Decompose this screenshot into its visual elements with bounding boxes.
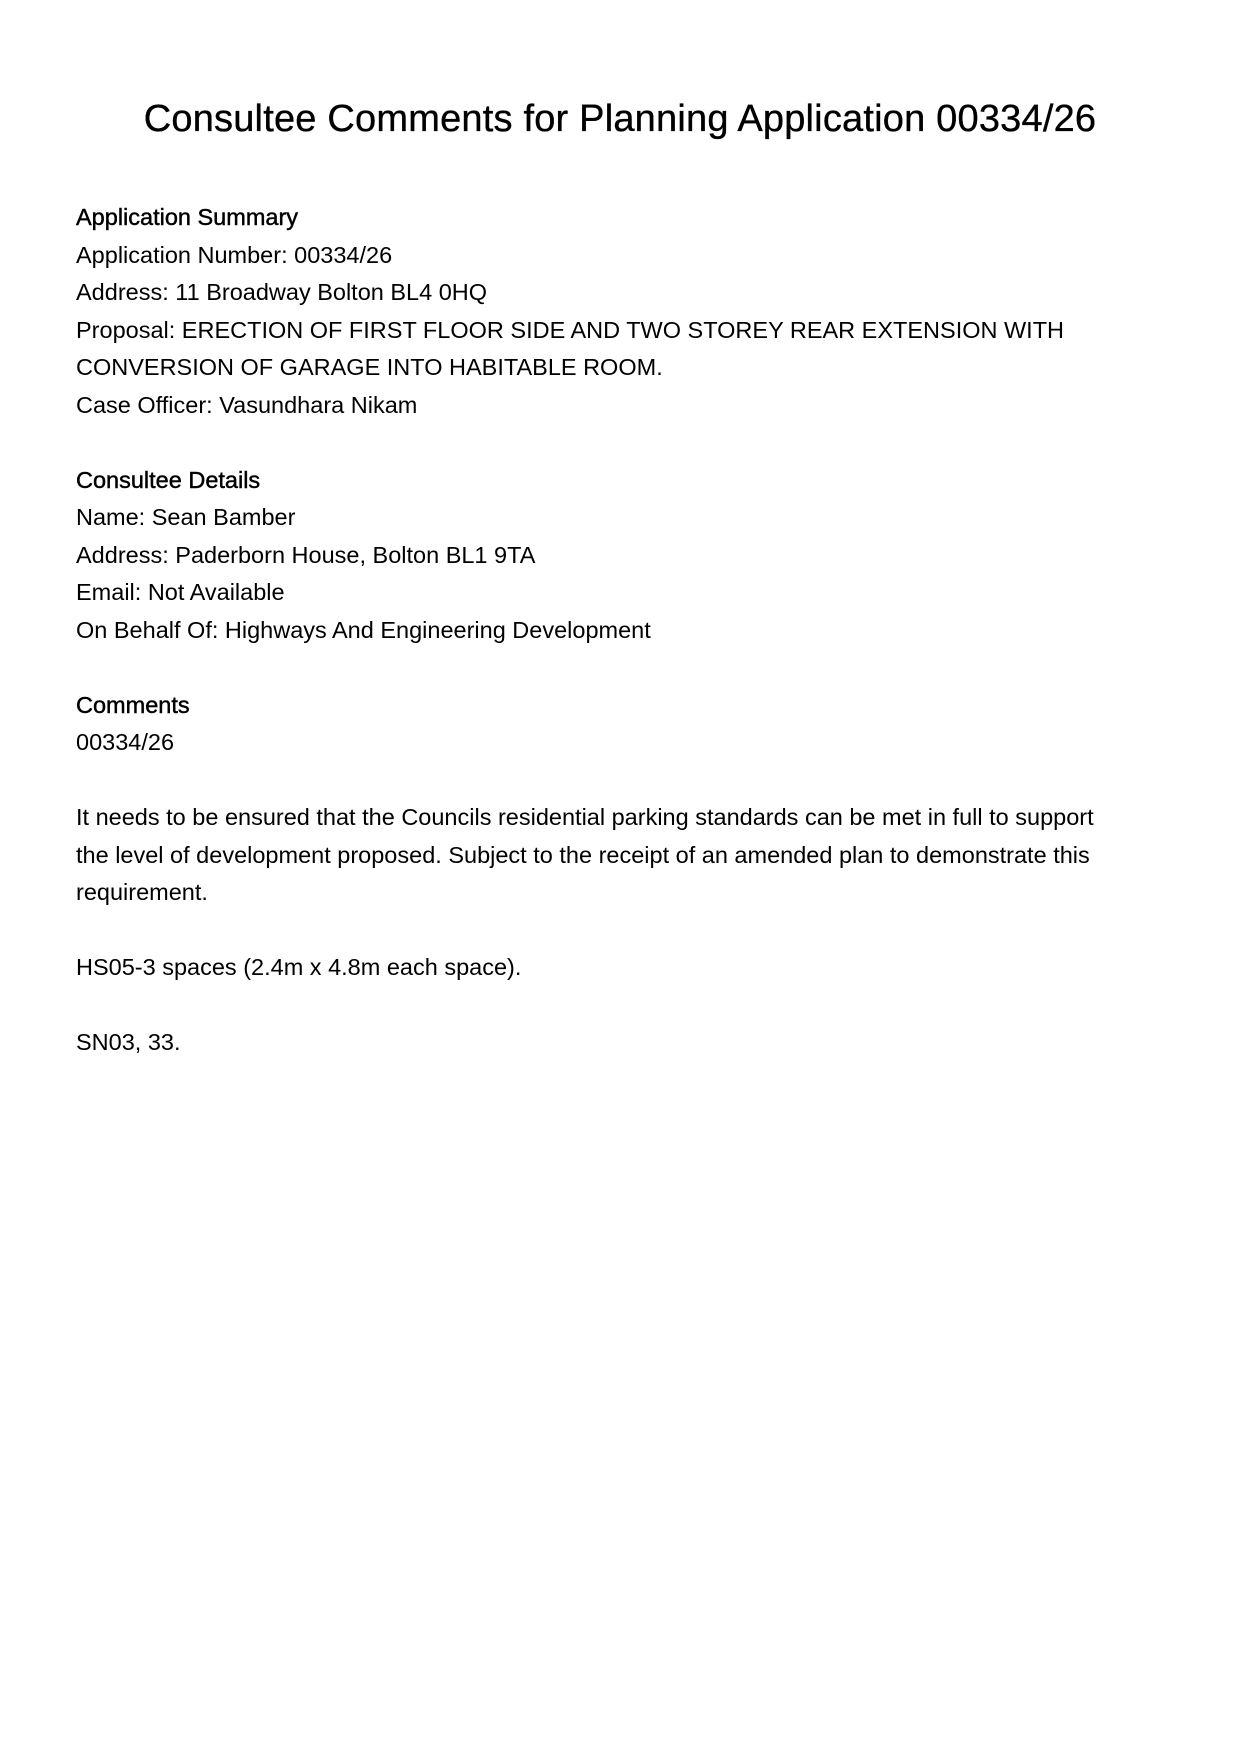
section-spacer <box>76 424 1176 462</box>
section-spacer <box>76 649 1176 687</box>
application-summary-heading: Application Summary <box>76 204 299 230</box>
proposal-line-2: CONVERSION OF GARAGE INTO HABITABLE ROOM. <box>76 354 663 380</box>
condition-codes: SN03, 33. <box>76 1029 181 1055</box>
proposal-line-1: Proposal: ERECTION OF FIRST FLOOR SIDE AND TWO STOREY REAR EXTENSION WITH <box>76 316 1065 343</box>
consultee-email: Email: Not Available <box>76 579 285 605</box>
consultee-address: Address: Paderborn House, Bolton BL1 9TA <box>76 541 536 568</box>
comments-reference: 00334/26 <box>76 729 175 755</box>
parking-note: HS05-3 spaces (2.4m x 4.8m each space). <box>76 954 522 980</box>
application-number: Application Number: 00334/26 <box>76 241 393 268</box>
application-address: Address: 11 Broadway Bolton BL4 0HQ <box>76 279 488 305</box>
consultee-on-behalf-of: On Behalf Of: Highways And Engineering Development <box>76 616 651 643</box>
comments-heading: Comments <box>76 691 190 718</box>
paragraph-spacer <box>76 762 1176 800</box>
paragraph-spacer <box>76 912 1176 950</box>
consultee-details-heading: Consultee Details <box>76 466 261 493</box>
comments-paragraph-line-3: requirement. <box>76 879 208 905</box>
consultee-details-section <box>76 462 1176 650</box>
comments-paragraph-line-2: the level of development proposed. Subject to the receipt of an amended plan to demonstrate this <box>76 841 1090 868</box>
document-body <box>76 199 1176 1062</box>
application-summary-section <box>76 199 1176 424</box>
case-officer: Case Officer: Vasundhara Nikam <box>76 391 418 418</box>
page-title: Consultee Comments for Planning Application 00334/26 <box>143 98 1097 140</box>
consultee-name: Name: Sean Bamber <box>76 504 296 530</box>
comments-paragraph-line-1: It needs to be ensured that the Councils residential parking standards can be met in full to support <box>76 804 1094 830</box>
paragraph-spacer <box>76 987 1176 1025</box>
comments-section <box>76 687 1176 1062</box>
